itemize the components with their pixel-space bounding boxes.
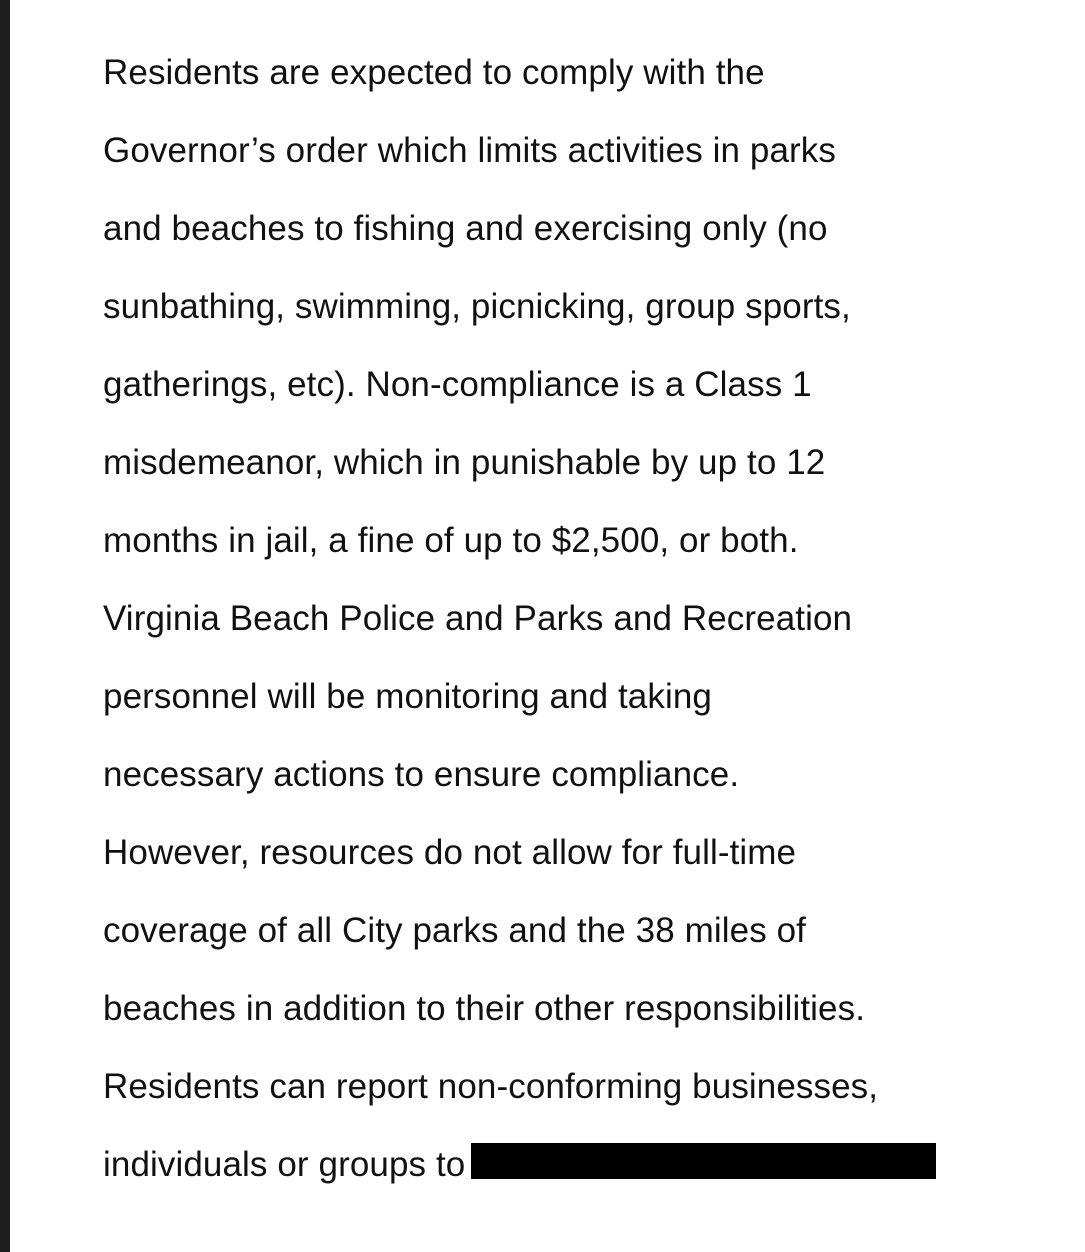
text-line: gatherings, etc). Non-compliance is a Class 1: [103, 365, 812, 404]
left-edge-border: [0, 0, 10, 1252]
text-line: Residents can report non-conforming businesses,: [103, 1067, 879, 1106]
text-line-fragment: individuals or groups to: [103, 1145, 466, 1184]
last-text-line: [103, 1126, 1063, 1204]
text-line: misdemeanor, which in punishable by up to 12: [103, 443, 826, 482]
text-line: necessary actions to ensure compliance.: [103, 755, 740, 794]
text-line: months in jail, a fine of up to $2,500, or both.: [103, 521, 799, 560]
text-line: and beaches to fishing and exercising only (no: [103, 209, 828, 248]
text-line: personnel will be monitoring and taking: [103, 677, 712, 716]
text-line: Governor’s order which limits activities in parks: [103, 131, 837, 170]
text-line: Residents are expected to comply with the: [103, 53, 765, 92]
text-line: sunbathing, swimming, picnicking, group sports,: [103, 287, 851, 326]
text-line: beaches in addition to their other responsibilities.: [103, 989, 866, 1028]
text-line: Virginia Beach Police and Parks and Recreation: [103, 599, 853, 638]
document-body: [103, 34, 1063, 1204]
redaction-bar: [471, 1143, 936, 1179]
text-line: However, resources do not allow for full-time: [103, 833, 797, 872]
text-line: coverage of all City parks and the 38 miles of: [103, 911, 807, 950]
